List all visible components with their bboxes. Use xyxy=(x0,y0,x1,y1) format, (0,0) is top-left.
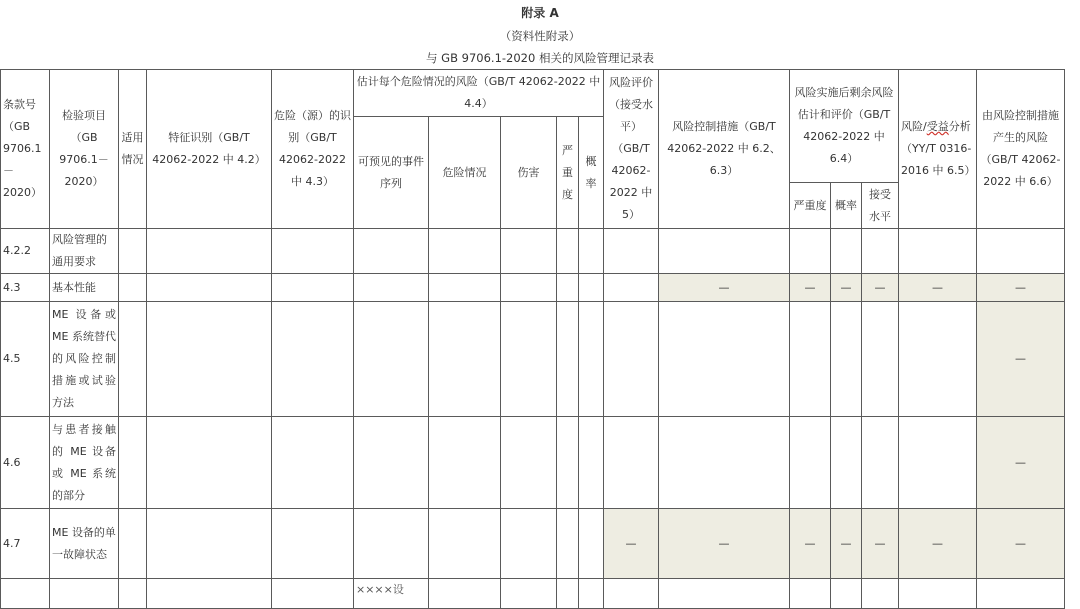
dash-cell: — xyxy=(862,274,899,302)
dash-cell: — xyxy=(790,274,831,302)
appendix-subtitle: （资料性附录） xyxy=(499,29,581,43)
header-estimate: 估计每个危险情况的风险（GB/T 42062-2022 中 4.4） xyxy=(354,70,604,117)
dash-cell: — xyxy=(604,509,659,579)
header-control: 风险控制措施（GB/T 42062-2022 中 6.2、6.3） xyxy=(659,70,790,229)
header-harm: 伤害 xyxy=(501,117,557,229)
cut-off-text: ××××设 xyxy=(354,579,429,609)
table-row xyxy=(1,509,1065,579)
header-severity: 严重度 xyxy=(557,117,579,229)
dash-cell: — xyxy=(899,509,977,579)
appendix-title: 附录 A xyxy=(521,6,559,20)
dash-cell: — xyxy=(977,274,1065,302)
benefit-part-b: 受益 xyxy=(926,120,949,133)
dash-cell: — xyxy=(862,509,899,579)
dash-cell: — xyxy=(831,274,862,302)
table-row xyxy=(1,229,1065,274)
benefit-part-c: 分析（YY/T 0316-2016 中 6.5） xyxy=(901,120,976,177)
row-clause: 4.3 xyxy=(1,274,50,302)
row-item: 风险管理的通用要求 xyxy=(50,229,119,274)
row-item: ME 设备或 ME 系统替代的风险控制措施或试验方法 xyxy=(50,302,119,417)
table-row xyxy=(1,274,1065,302)
dash-cell: — xyxy=(831,509,862,579)
header-item: 检验项目（GB 9706.1－2020） xyxy=(50,70,119,229)
header-event-sequence: 可预见的事件序列 xyxy=(354,117,429,229)
row-item: 与患者接触的 ME 设备或 ME 系统的部分 xyxy=(50,417,119,509)
header-probability: 概率 xyxy=(579,117,604,229)
header-residual-accept: 接受水平 xyxy=(862,183,899,229)
header-clause: 条款号（GB 9706.1－2020） xyxy=(1,70,50,229)
table-row xyxy=(1,579,1065,609)
header-hazard-situation: 危险情况 xyxy=(429,117,501,229)
dash-cell: — xyxy=(977,302,1065,417)
dash-cell: — xyxy=(977,417,1065,509)
dash-cell: — xyxy=(977,509,1065,579)
header-residual-probability: 概率 xyxy=(831,183,862,229)
row-item: ME 设备的单一故障状态 xyxy=(50,509,119,579)
header-arising: 由风险控制措施产生的风险（GB/T 42062-2022 中 6.6） xyxy=(977,70,1065,229)
header-evaluation: 风险评价（接受水平）（GB/T 42062-2022 中 5） xyxy=(604,70,659,229)
row-clause: 4.2.2 xyxy=(1,229,50,274)
table-row xyxy=(1,417,1065,509)
header-applicable: 适用情况 xyxy=(119,70,147,229)
row-clause: 4.5 xyxy=(1,302,50,417)
header-residual: 风险实施后剩余风险估计和评价（GB/T 42062-2022 中 6.4） xyxy=(790,70,899,183)
table-row xyxy=(1,302,1065,417)
benefit-part-a: 风险/ xyxy=(901,120,927,133)
header-residual-severity: 严重度 xyxy=(790,183,831,229)
row-clause: 4.6 xyxy=(1,417,50,509)
dash-cell: — xyxy=(790,509,831,579)
row-clause: 4.7 xyxy=(1,509,50,579)
header-benefit xyxy=(899,70,977,229)
header-feature: 特征识别（GB/T 42062-2022 中 4.2） xyxy=(147,70,272,229)
dash-cell: — xyxy=(659,274,790,302)
table-caption: 与 GB 9706.1-2020 相关的风险管理记录表 xyxy=(426,51,654,65)
row-item: 基本性能 xyxy=(50,274,119,302)
dash-cell: — xyxy=(659,509,790,579)
risk-management-table xyxy=(0,69,1065,609)
header-hazard: 危险（源）的识别（GB/T 42062-2022 中 4.3） xyxy=(272,70,354,229)
dash-cell: — xyxy=(899,274,977,302)
